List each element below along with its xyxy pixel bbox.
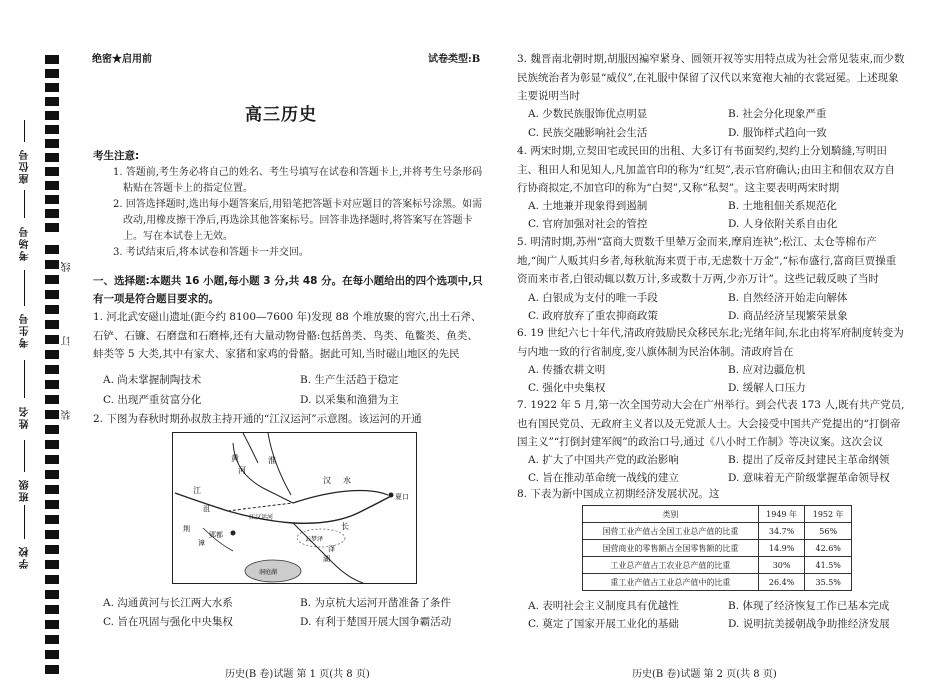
- name-line: [24, 360, 25, 398]
- question-3-stem: 3. 魏晋南北朝时期,胡服因褊窄紧身、圆领开衩等实用特点成为社会常见装束,而少数民族统治者为彰显“威仪”,在礼服中保留了汉代以来宽袍大袖的衣裳冠冕。上述现象主要说明当时: [517, 53, 905, 102]
- question-5-option-c: C. 政府放弃了重农抑商政策: [528, 310, 658, 322]
- map-yingdu-marker: [231, 531, 236, 536]
- map-label-ju: 沮: [203, 505, 210, 513]
- jianghan-canal-map: [172, 432, 417, 584]
- binding-stripes-bottom: [45, 245, 59, 688]
- map-label-zhang: 漳: [198, 539, 205, 547]
- question-6-stem: 6. 19 世纪六七十年代,清政府鼓励民众移民东北;光绪年间,东北由将军府制度转变为与内地一致的行省制度,变八旗体制为民治体制。清政府旨在: [517, 327, 904, 358]
- question-8-option-b: B. 体现了经济恢复工作已基本完成: [728, 600, 890, 612]
- question-8-stem: 8. 下表为新中国成立初期经济发展状况。这: [517, 488, 720, 500]
- question-1-option-c: C. 出现严重贫富分化: [103, 394, 202, 406]
- cut-mark-staple: 装: [62, 410, 73, 420]
- section-heading: 一、选择题:本题共 16 小题,每小题 3 分,共 48 分。在每小题给出的四个选项中,只有一项是符合题目要求的。: [93, 275, 483, 305]
- table-header: 类别: [583, 506, 759, 523]
- note-item: 1. 答题前,考生务必将自己的姓名、考生号填写在试卷和答题卡上,并将考生号条形码粘贴在答题卡上的指定位置。: [113, 167, 483, 194]
- question-7-option-a: A. 扩大了中国共产党的政治影响: [528, 454, 679, 466]
- question-1-option-a: A. 尚未掌握制陶技术: [103, 374, 202, 386]
- cut-mark-bind: 订: [62, 336, 73, 346]
- table-header: 1949 年: [758, 506, 805, 523]
- map-label-dongting: 洞庭湖: [259, 569, 278, 576]
- map-label-chang: 长: [341, 522, 349, 531]
- table-header: 1952 年: [805, 506, 852, 523]
- map-label-canal: 江汉运河: [249, 514, 274, 521]
- page-title: 高三历史: [245, 105, 317, 125]
- question-5-option-b: B. 自然经济开始走向解体: [728, 292, 848, 304]
- table-cell: 国营商业的零售额占全国零售额的比重: [583, 540, 759, 557]
- question-7-option-b: B. 提出了反帝反封建民主革命纲领: [728, 454, 890, 466]
- room-number-label: 考场号: [20, 225, 31, 261]
- table-cell: 重工业产值占工业总产值中的比重: [583, 574, 759, 591]
- class-label: 班级: [20, 478, 31, 502]
- school-label: 学校: [20, 545, 31, 569]
- table-cell: 工业总产值占工农业总产值的比重: [583, 557, 759, 574]
- table-cell: 26.4%: [758, 574, 805, 591]
- map-label-yingdu: 郢都: [209, 531, 223, 539]
- table-cell: 国营工业产值占全国工业总产值的比重: [583, 523, 759, 540]
- paper-type-label: 试卷类型:B: [428, 54, 481, 65]
- question-3-option-d: D. 服饰样式趋向一致: [728, 127, 827, 139]
- map-river-han-lower: [293, 491, 388, 504]
- secret-label: 绝密★启用前: [92, 54, 152, 65]
- question-8-option-a: A. 表明社会主义制度具有优越性: [528, 600, 679, 612]
- question-4-option-c: C. 官府加强对社会的管控: [528, 218, 648, 230]
- question-3-option-a: A. 少数民族服饰优点明显: [528, 108, 648, 120]
- table-cell: 41.5%: [805, 557, 852, 574]
- question-5-stem: 5. 明清时期,苏州“富商大贾数千里辇万金而来,摩肩连袂”;松江、太仓等棉布产地,“闽广人贩其归乡者,每秋航海来贾于市,无虑数十万金”,“标布盛行,富商巨贾操重资而来市者,白银动辄以数万计,多或数十万两,少亦万计”。这些记载反映了当时: [517, 236, 897, 285]
- table-row: [583, 540, 852, 557]
- table-cell: 35.5%: [805, 574, 852, 591]
- school-line: [24, 505, 25, 539]
- question-6-option-b: B. 应对边疆危机: [728, 364, 806, 376]
- map-canal-path: [228, 503, 293, 511]
- map-river-north: [243, 433, 258, 463]
- map-label-han: 汉: [323, 476, 331, 485]
- table-header-row: [583, 506, 852, 523]
- map-label-huai: 淮: [268, 456, 276, 465]
- map-label-hu: 湖: [323, 555, 330, 563]
- question-2-stem: 2. 下图为春秋时期孙叔敖主持开通的“江汉运河”示意图。该运河的开通: [93, 413, 422, 425]
- candidate-number-line: [24, 270, 25, 306]
- map-label-huang: 黄: [231, 454, 239, 463]
- name-label: 姓名: [20, 405, 31, 429]
- note-item: 3. 考试结束后,将本试卷和答题卡一并交回。: [113, 247, 309, 258]
- map-label-shui: 水: [343, 476, 351, 485]
- table-cell: 42.6%: [805, 540, 852, 557]
- map-label-xiakou: 夏口: [395, 493, 409, 501]
- question-6-option-a: A. 传播农耕文明: [528, 364, 606, 376]
- question-5-option-a: A. 白银成为支付的唯一手段: [528, 292, 658, 304]
- map-svg: [173, 433, 416, 583]
- question-3-option-b: B. 社会分化现象严重: [728, 108, 827, 120]
- question-5-option-d: D. 商品经济呈现繁荣景象: [728, 310, 848, 322]
- footer-page-2: 历史(B 卷)试题 第 2 页(共 8 页): [632, 669, 777, 680]
- question-2-option-a: A. 沟通黄河与长江两大水系: [103, 597, 233, 609]
- question-1-option-b: B. 生产生活趋于稳定: [300, 374, 399, 386]
- question-2-option-d: D. 有利于楚国开展大国争霸活动: [300, 616, 452, 628]
- table-row: [583, 574, 852, 591]
- cut-mark-line: 线: [62, 262, 73, 272]
- question-1-option-d: D. 以采集和渔猎为主: [300, 394, 399, 406]
- note-item: 2. 回答选择题时,选出每小题答案后,用铅笔把答题卡对应题目的答案标号涂黑。如需改动,用橡皮擦干净后,再选涂其他答案标号。回答非选择题时,将答案写在答题卡上。写在本试卷上无效。: [113, 199, 483, 242]
- question-4-option-b: B. 土地租佃关系规范化: [728, 200, 837, 212]
- binding-strip: [0, 0, 80, 688]
- map-label-ze: 泽: [328, 545, 335, 553]
- binding-stripes-top: [45, 55, 59, 250]
- map-label-he: 河: [238, 466, 246, 475]
- map-xiakou-marker: [389, 493, 394, 498]
- table-row: [583, 557, 852, 574]
- map-label-yunmeng: 云梦泽: [305, 536, 324, 543]
- seat-number-label: 座位号: [20, 148, 31, 184]
- table-row: [583, 523, 852, 540]
- question-1-stem: 1. 河北武安磁山遗址(距今约 8100—7600 年)发现 88 个堆放聚的窖穴,出土石斧、石铲、石镰、石磨盘和石磨棒,还有大量动物骨骼:包括兽类、鸟类、龟鳖类、鱼类、蚌类等 5 大类,其中有家犬、家猪和家鸡的骨骼。据此可知,当时磁山地区的先民: [93, 311, 482, 360]
- candidate-number-label: 考生号: [20, 312, 31, 348]
- map-label-jiang: 江: [193, 486, 201, 495]
- notes-heading: 考生注意:: [93, 150, 140, 162]
- room-number-line: [24, 190, 25, 218]
- question-7-stem: 7. 1922 年 5 月,第一次全国劳动大会在广州举行。到会代表 173 人,既有共产党员,也有国民党员、无政府主义者以及无党派人士。大会接受中国共产党提出的“打倒帝国主义”“打倒封建军阀”的政治口号,通过《八小时工作制》等决议案。这次会议: [517, 399, 905, 448]
- question-4-option-a: A. 土地兼并现象得到遏制: [528, 200, 648, 212]
- question-3-option-c: C. 民族交融影响社会生活: [528, 127, 648, 139]
- economy-table: [582, 505, 852, 591]
- map-label-jing: 荆: [183, 525, 190, 533]
- question-7-option-c: C. 旨在推动革命统一战线的建立: [528, 472, 679, 484]
- footer-page-1: 历史(B 卷)试题 第 1 页(共 8 页): [225, 669, 370, 680]
- question-2-option-c: C. 旨在巩固与强化中央集权: [103, 616, 233, 628]
- notes-list: [113, 165, 485, 261]
- question-4-stem: 4. 两宋时期,立契田宅或民田的出租、大多订有书面契约,契约上分划騎縫,写明田主、租田人和见知人,凡加盖官印的称为“红契”,表示官府确认;由田主和佃农双方自行协商拟定,不加官印的称为“白契”,又称“私契”。这主要表明两宋时期: [517, 145, 895, 194]
- question-7-option-d: D. 意味着无产阶级掌握革命领导权: [728, 472, 890, 484]
- class-line: [24, 440, 25, 472]
- question-6-option-d: D. 缓解人口压力: [728, 382, 806, 394]
- seat-number-line: [24, 120, 25, 142]
- question-2-option-b: B. 为京杭大运河开凿准备了条件: [300, 597, 451, 609]
- table-cell: 30%: [758, 557, 805, 574]
- table-cell: 56%: [805, 523, 852, 540]
- question-8-option-d: D. 说明抗美援朝战争助推经济发展: [728, 618, 890, 630]
- table-cell: 14.9%: [758, 540, 805, 557]
- question-4-option-d: D. 人身依附关系自由化: [728, 218, 838, 230]
- table-cell: 34.7%: [758, 523, 805, 540]
- map-river-south: [293, 523, 363, 583]
- question-6-option-c: C. 强化中央集权: [528, 382, 606, 394]
- question-8-option-c: C. 奠定了国家开展工业化的基础: [528, 618, 679, 630]
